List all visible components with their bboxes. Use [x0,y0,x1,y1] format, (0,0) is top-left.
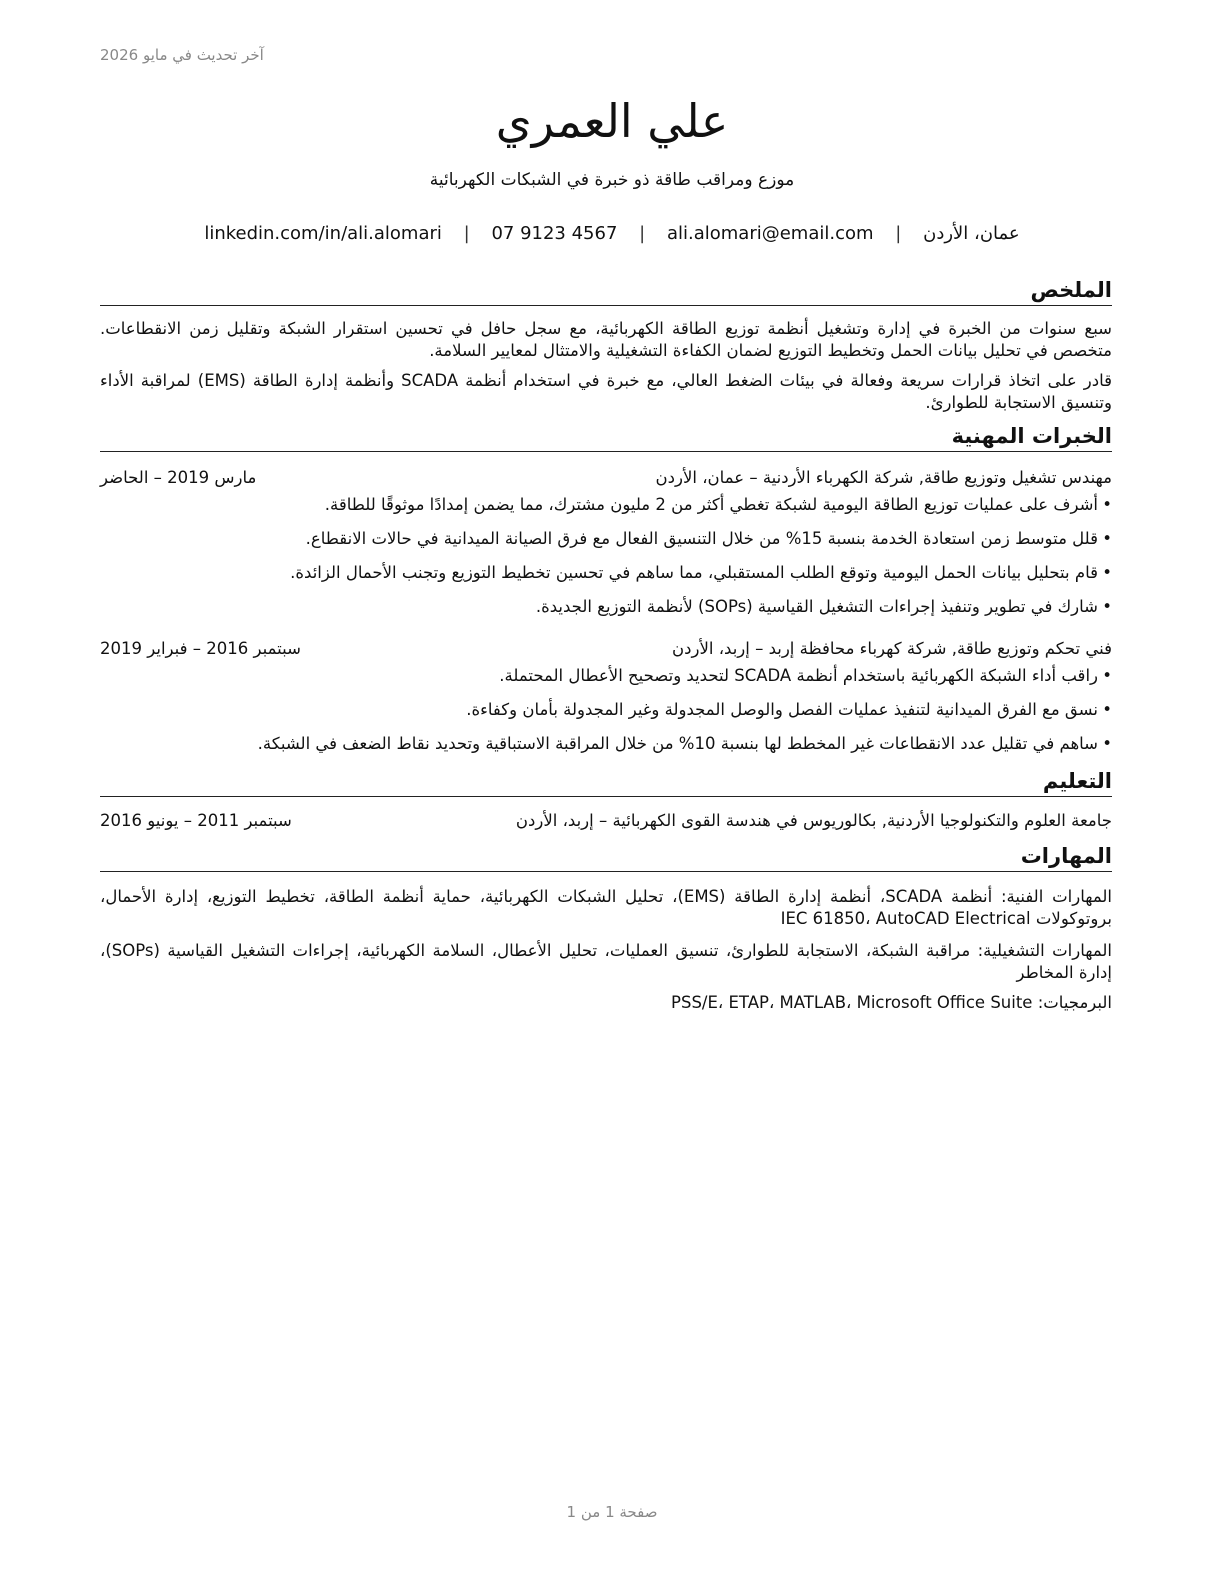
bullet-text: قلل متوسط زمن استعادة الخدمة بنسبة 15% من خلال التنسيق الفعال مع فرق الصيانة الميدانية في حالات الانقطاع. [305,529,1098,548]
last-updated: آخر تحديث في مايو 2026 [100,46,264,64]
skills-operational: المهارات التشغيلية: مراقبة الشبكة، الاستجابة للطوارئ، تنسيق العمليات، تحليل الأعطال، السلامة الكهربائية، إجراءات التشغيل القياسية (SOPs)، إدارة المخاطر [100,941,1112,982]
bullet-text: شارك في تطوير وتنفيذ إجراءات التشغيل القياسية (SOPs) لأنظمة التوزيع الجديدة. [535,597,1098,616]
bullet-text: ساهم في تقليل عدد الانقطاعات غير المخطط لها بنسبة 10% من خلال المراقبة الاستباقية وتحديد نقاط الضعف في الشبكة. [257,734,1098,753]
contact-line [0,223,1224,244]
education-date: سبتمبر 2011 – يونيو 2016 [100,811,292,830]
job-date: مارس 2019 – الحاضر [100,468,257,487]
candidate-subtitle: موزع ومراقب طاقة ذو خبرة في الشبكات الكهربائية [429,170,795,190]
job-title: مهندس تشغيل وتوزيع طاقة, شركة الكهرباء الأردنية – عمان، الأردن [655,468,1112,487]
job-bullets [100,494,1112,618]
contact-separator: | [463,223,470,244]
contact-separator: | [639,223,646,244]
bullet-icon: • [1102,700,1112,719]
job-title: فني تحكم وتوزيع طاقة, شركة كهرباء محافظة إربد – إربد، الأردن [672,639,1112,658]
skills-technical: المهارات الفنية: أنظمة SCADA، أنظمة إدارة الطاقة (EMS)، تحليل الشبكات الكهربائية، حماية أنظمة الطاقة، تخطيط التوزيع، إدارة الأحمال، بروتوكولات IEC 61850، AutoCAD Electrical [100,887,1112,928]
contact-separator: | [895,223,902,244]
bullet-icon: • [1102,563,1112,582]
bullet-item [100,733,1112,755]
bullet-item [100,699,1112,721]
job-entry [100,638,1112,755]
bullet-text: نسق مع الفرق الميدانية لتنفيذ عمليات الفصل والوصل المجدولة وغير المجدولة بأمان وكفاءة. [466,700,1098,719]
bullet-icon: • [1102,666,1112,685]
job-entry [100,467,1112,618]
summary-paragraph-1: سبع سنوات من الخبرة في إدارة وتشغيل أنظمة توزيع الطاقة الكهربائية، مع سجل حافل في تحسين استقرار الشبكة وتقليل زمن الانقطاعات. متخصص في تحليل بيانات الحمل وتخطيط التوزيع لضمان الكفاءة التشغيلية والامتثال لمعايير السلامة. [100,319,1112,360]
bullet-icon: • [1102,495,1112,514]
resume-content [100,276,1112,1014]
contact-location: عمان، الأردن [923,223,1020,244]
bullet-item [100,528,1112,550]
bullet-icon: • [1102,597,1112,616]
contact-email[interactable]: ali.alomari@email.com [666,223,874,244]
education-heading: التعليم [100,767,1112,797]
skills-heading: المهارات [100,842,1112,872]
job-bullets [100,665,1112,755]
summary-paragraph-2: قادر على اتخاذ قرارات سريعة وفعالة في بيئات الضغط العالي، مع خبرة في استخدام أنظمة SCADA وأنظمة إدارة الطاقة (EMS) لمراقبة الأداء وتنسيق الاستجابة للطوارئ. [100,371,1112,412]
job-date: سبتمبر 2016 – فبراير 2019 [100,639,301,658]
bullet-text: راقب أداء الشبكة الكهربائية باستخدام أنظمة SCADA لتحديد وتصحيح الأعطال المحتملة. [499,666,1098,685]
bullet-text: قام بتحليل بيانات الحمل اليومية وتوقع الطلب المستقبلي، مما ساهم في تحسين تخطيط التوزيع وتجنب الأحمال الزائدة. [290,563,1098,582]
skills-software: البرمجيات: PSS/E، ETAP، MATLAB، Microsoft Office Suite [671,993,1112,1012]
bullet-icon: • [1102,734,1112,753]
job-header [100,467,1112,489]
contact-linkedin[interactable]: linkedin.com/in/ali.alomari [204,223,442,244]
bullet-icon: • [1102,529,1112,548]
bullet-item [100,562,1112,584]
bullet-item [100,596,1112,618]
education-entry [100,810,1112,832]
bullet-item [100,665,1112,687]
bullet-item [100,494,1112,516]
summary-heading: الملخص [100,276,1112,306]
education-degree: جامعة العلوم والتكنولوجيا الأردنية, بكالوريوس في هندسة القوى الكهربائية – إربد، الأردن [515,811,1112,830]
job-header [100,638,1112,660]
candidate-name: علي العمري [495,94,729,148]
contact-phone[interactable]: 07 9123 4567 [491,223,618,244]
experience-heading: الخبرات المهنية [100,422,1112,452]
bullet-text: أشرف على عمليات توزيع الطاقة اليومية لشبكة تغطي أكثر من 2 مليون مشترك، مما يضمن إمدادًا موثوقًا للطاقة. [324,495,1098,514]
page-number: صفحة 1 من 1 [566,1503,658,1521]
